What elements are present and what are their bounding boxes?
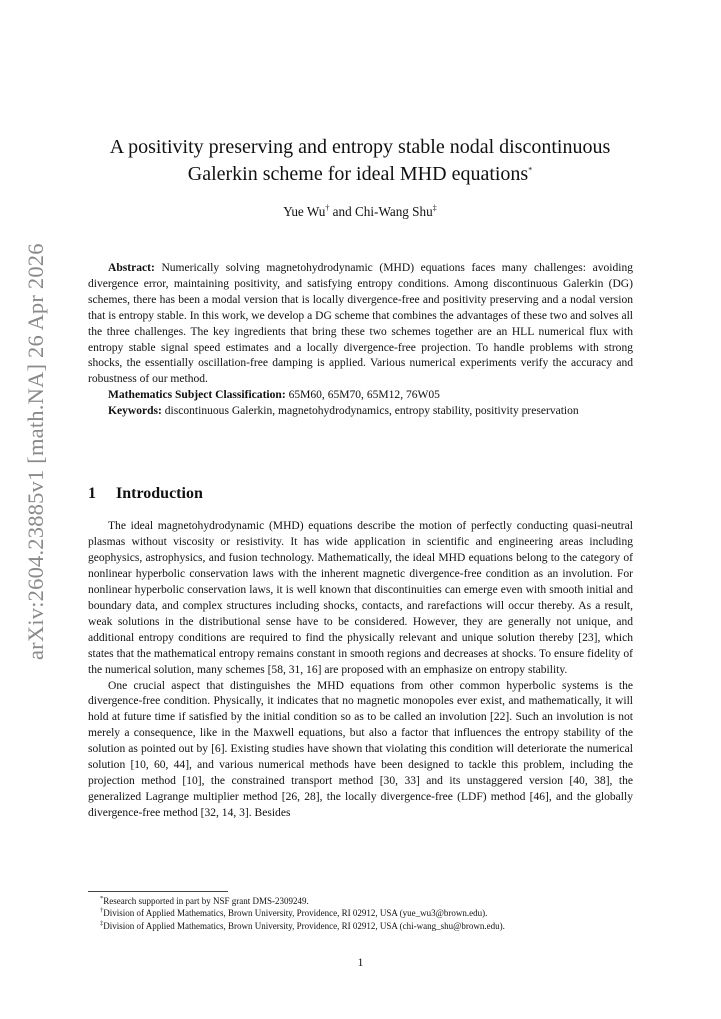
section-number: 1: [88, 485, 96, 502]
title-line-2-text: Galerkin scheme for ideal MHD equations: [187, 163, 529, 185]
footnote-mark: *: [100, 895, 104, 902]
body-paragraph: The ideal magnetohydrodynamic (MHD) equations describe the motion of perfectly conducting quasi-neutral plasmas without viscosity or resistivity. It has wide application in scientific and engineering areas including geophysics, astrophysics, and fusion technology. Mathematically, the ideal MHD equations belong to the category of nonlinear hyperbolic conservation laws with the inherent magnetic divergence-free condition as an involution. For nonlinear hyperbolic conservation laws, it is well known that discontinuities can emerge even with smooth initial and boundary data, and complex structures including shocks, contacts, and rarefactions will occur thereby. As a result, weak solutions in the distributional sense have to be considered. However, they are generally not unique, and additional entropy conditions are required to find the physically relevant and unique solution thereby [23], which states that the mathematical entropy remains constant in smooth regions and decreases at shocks. To ensure fidelity of the numerical solution, many schemes [58, 31, 16] are proposed with an emphasize on entropy stability.: [88, 520, 633, 676]
paper-title: [60, 134, 660, 188]
author-name: Yue Wu: [283, 204, 326, 219]
keywords-text: discontinuous Galerkin, magnetohydrodynamics, entropy stability, positivity preservation: [164, 405, 579, 418]
title-footnote-mark: *: [528, 165, 533, 175]
author-list: [60, 204, 660, 220]
author-name: Chi-Wang Shu: [355, 204, 433, 219]
footnote: [88, 895, 648, 907]
keywords-line: [88, 404, 633, 420]
title-line-1: A positivity preserving and entropy stable nodal discontinuous: [109, 136, 611, 158]
footnotes: [88, 895, 648, 932]
section-title: Introduction: [116, 485, 203, 502]
abstract-label: Abstract:: [108, 262, 155, 274]
title-line-2: [60, 161, 660, 188]
abstract-text: Numerically solving magnetohydrodynamic (MHD) equations faces many challenges: avoiding divergence error, maintaining positivity, and satisfying entropy conditions. Among discontinuous Galerkin (DG) schemes, there has been a modal version that is locally divergence-free and positivity preserving and a nodal version that is entropy stable. In this work, we develop a DG scheme that combines the advantages of these two and solves all the three challenges. The key ingredients that bring these two schemes together are an HLL numerical flux with entropy stable signal speed estimates and a locally divergence-free projection. To handle problems with strong shocks, the essentially oscillation-free damping is applied. Various numerical experiments verify the accuracy and robustness of our method.: [88, 262, 634, 386]
introduction-body: [88, 519, 633, 822]
body-paragraph: One crucial aspect that distinguishes the MHD equations from other common hyperbolic systems is the divergence-free condition. Physically, it indicates that no magnetic monopoles ever exist, and mathematically, it will hold at future time if satisfied by the initial condition so as to be called an involution [22]. Such an involution is not merely a consequence, like in the Maxwell equations, but also a factor that influences the entropy stability of the solution as pointed out by [6]. Existing studies have shown that violating this condition will deteriorate the numerical solution [10, 60, 44], and various numerical methods have been designed to tackle this problem, including the projection method [10], the constrained transport method [30, 33] and its unstaggered version [40, 38], the generalized Lagrange multiplier method [26, 28], the locally divergence-free (LDF) method [46], and the globally divergence-free method [32, 14, 3]. Besides: [88, 679, 633, 820]
msc-label: Mathematics Subject Classification:: [108, 389, 286, 402]
author-footnote-mark: ‡: [432, 203, 437, 213]
author-footnote-mark: †: [325, 203, 330, 213]
keywords-label: Keywords:: [108, 405, 162, 418]
page-number: 1: [357, 957, 364, 969]
author-conjunction: and: [329, 204, 355, 219]
arxiv-identifier-stamp: arXiv:2604.23885v1 [math.NA] 26 Apr 2026: [23, 243, 48, 660]
msc-line: [88, 388, 633, 404]
section-heading: [88, 485, 203, 503]
footnote-text: Division of Applied Mathematics, Brown University, Providence, RI 02912, USA (chi-wang_shu@brown.edu).: [103, 920, 505, 931]
footnote-text: Division of Applied Mathematics, Brown University, Providence, RI 02912, USA (yue_wu3@brown.edu).: [103, 908, 488, 919]
footnote-mark: ‡: [100, 919, 104, 927]
footnote-text: Research supported in part by NSF grant DMS-2309249.: [103, 896, 309, 906]
footnote-mark: †: [100, 907, 104, 915]
footnote: [88, 907, 648, 919]
footnote: [88, 920, 648, 932]
abstract-block: [88, 261, 633, 420]
msc-codes: 65M60, 65M70, 65M12, 76W05: [288, 389, 440, 402]
footnote-divider: [88, 891, 228, 892]
abstract-paragraph: [88, 261, 633, 388]
